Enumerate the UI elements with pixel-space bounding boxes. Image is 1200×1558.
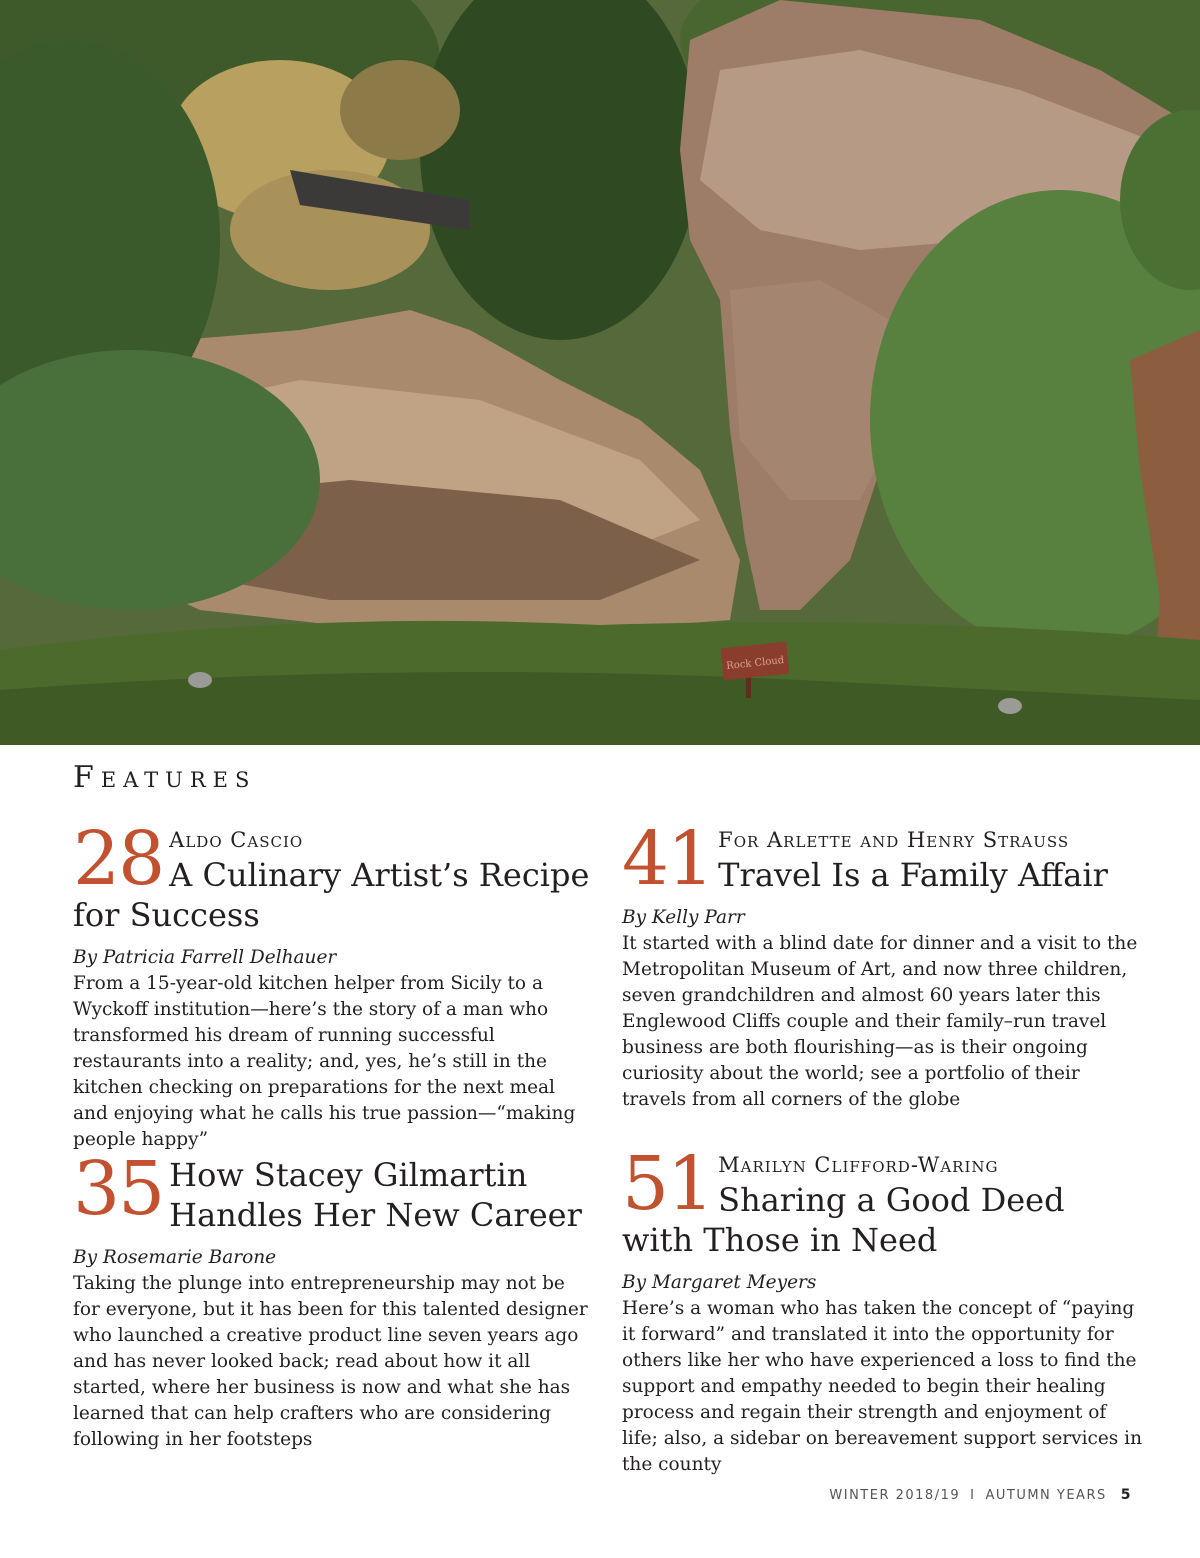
feature-marilyn-clifford-waring[interactable]: [622, 1141, 1143, 1478]
page-number-ref: 41: [622, 816, 713, 902]
feature-header: [622, 1141, 1142, 1260]
footer-magazine: AUTUMN YEARS: [985, 1488, 1107, 1503]
feature-aldo-cascio[interactable]: [73, 816, 593, 1153]
hero-photo: [0, 0, 1200, 745]
footer-page-number: 5: [1120, 1487, 1132, 1503]
feature-subject: Aldo Cascio: [169, 828, 304, 852]
page-number-ref: 28: [73, 816, 164, 902]
feature-byline: By Rosemarie Barone: [73, 1247, 277, 1268]
feature-title: How Stacey Gilmartin Handles Her New Career: [169, 1156, 582, 1234]
feature-stacey-gilmartin[interactable]: [73, 1146, 593, 1453]
feature-title: A Culinary Artist’s Recipe for Success: [73, 856, 590, 934]
page-number-ref: 35: [73, 1146, 164, 1232]
feature-byline: By Margaret Meyers: [622, 1272, 817, 1293]
garden-sign-text: Rock Cloud: [725, 654, 785, 672]
feature-description: It started with a blind date for dinner and a visit to the Metropolitan Museum of Art, and now three children, seven grandchildren and almost 60 years later this Englewood Cliffs couple and their family–run travel business are both flourishing—as is their ongoing curiosity about the world; see a portfolio of their travels from all corners of the globe: [622, 933, 1138, 1110]
feature-header: [73, 1146, 593, 1235]
feature-header: [622, 816, 1142, 902]
feature-strauss[interactable]: [622, 816, 1142, 1113]
feature-byline: By Patricia Farrell Delhauer: [73, 947, 337, 968]
feature-subject: For Arlette and Henry Strauss: [718, 828, 1070, 852]
feature-title: Sharing a Good Deed with Those in Need: [622, 1181, 1065, 1259]
feature-title: Travel Is a Family Affair: [718, 856, 1108, 894]
feature-description: Here’s a woman who has taken the concept of “paying it forward” and translated it into the opportunity for others like her who have experienced a loss to find the support and empathy needed to begin their healing process and regain their strength and enjoyment of life; also, a sidebar on bereavement support services in the county: [622, 1298, 1143, 1475]
feature-byline: By Kelly Parr: [622, 907, 745, 928]
section-title: Features: [73, 760, 257, 795]
footer-issue: WINTER 2018/19: [829, 1488, 961, 1503]
feature-description: From a 15-year-old kitchen helper from Sicily to a Wyckoff institution—here’s the story of a man who transformed his dream of running successful restaurants into a reality; and, yes, he’s still in the kitchen checking on preparations for the next meal and enjoying what he calls his true passion—“making people happy”: [73, 973, 576, 1150]
feature-header: [73, 816, 593, 935]
garden-rock-illustration: [0, 0, 1200, 745]
page-footer: [829, 1487, 1132, 1503]
footer-separator: I: [970, 1488, 976, 1503]
feature-description: Taking the plunge into entrepreneurship may not be for everyone, but it has been for this talented designer who launched a creative product line seven years ago and has never looked back; read about how it all started, where her business is now and what she has learned that can help crafters who are considering following in her footsteps: [73, 1273, 588, 1450]
feature-subject: Marilyn Clifford-Waring: [718, 1153, 999, 1177]
page-number-ref: 51: [622, 1141, 713, 1227]
